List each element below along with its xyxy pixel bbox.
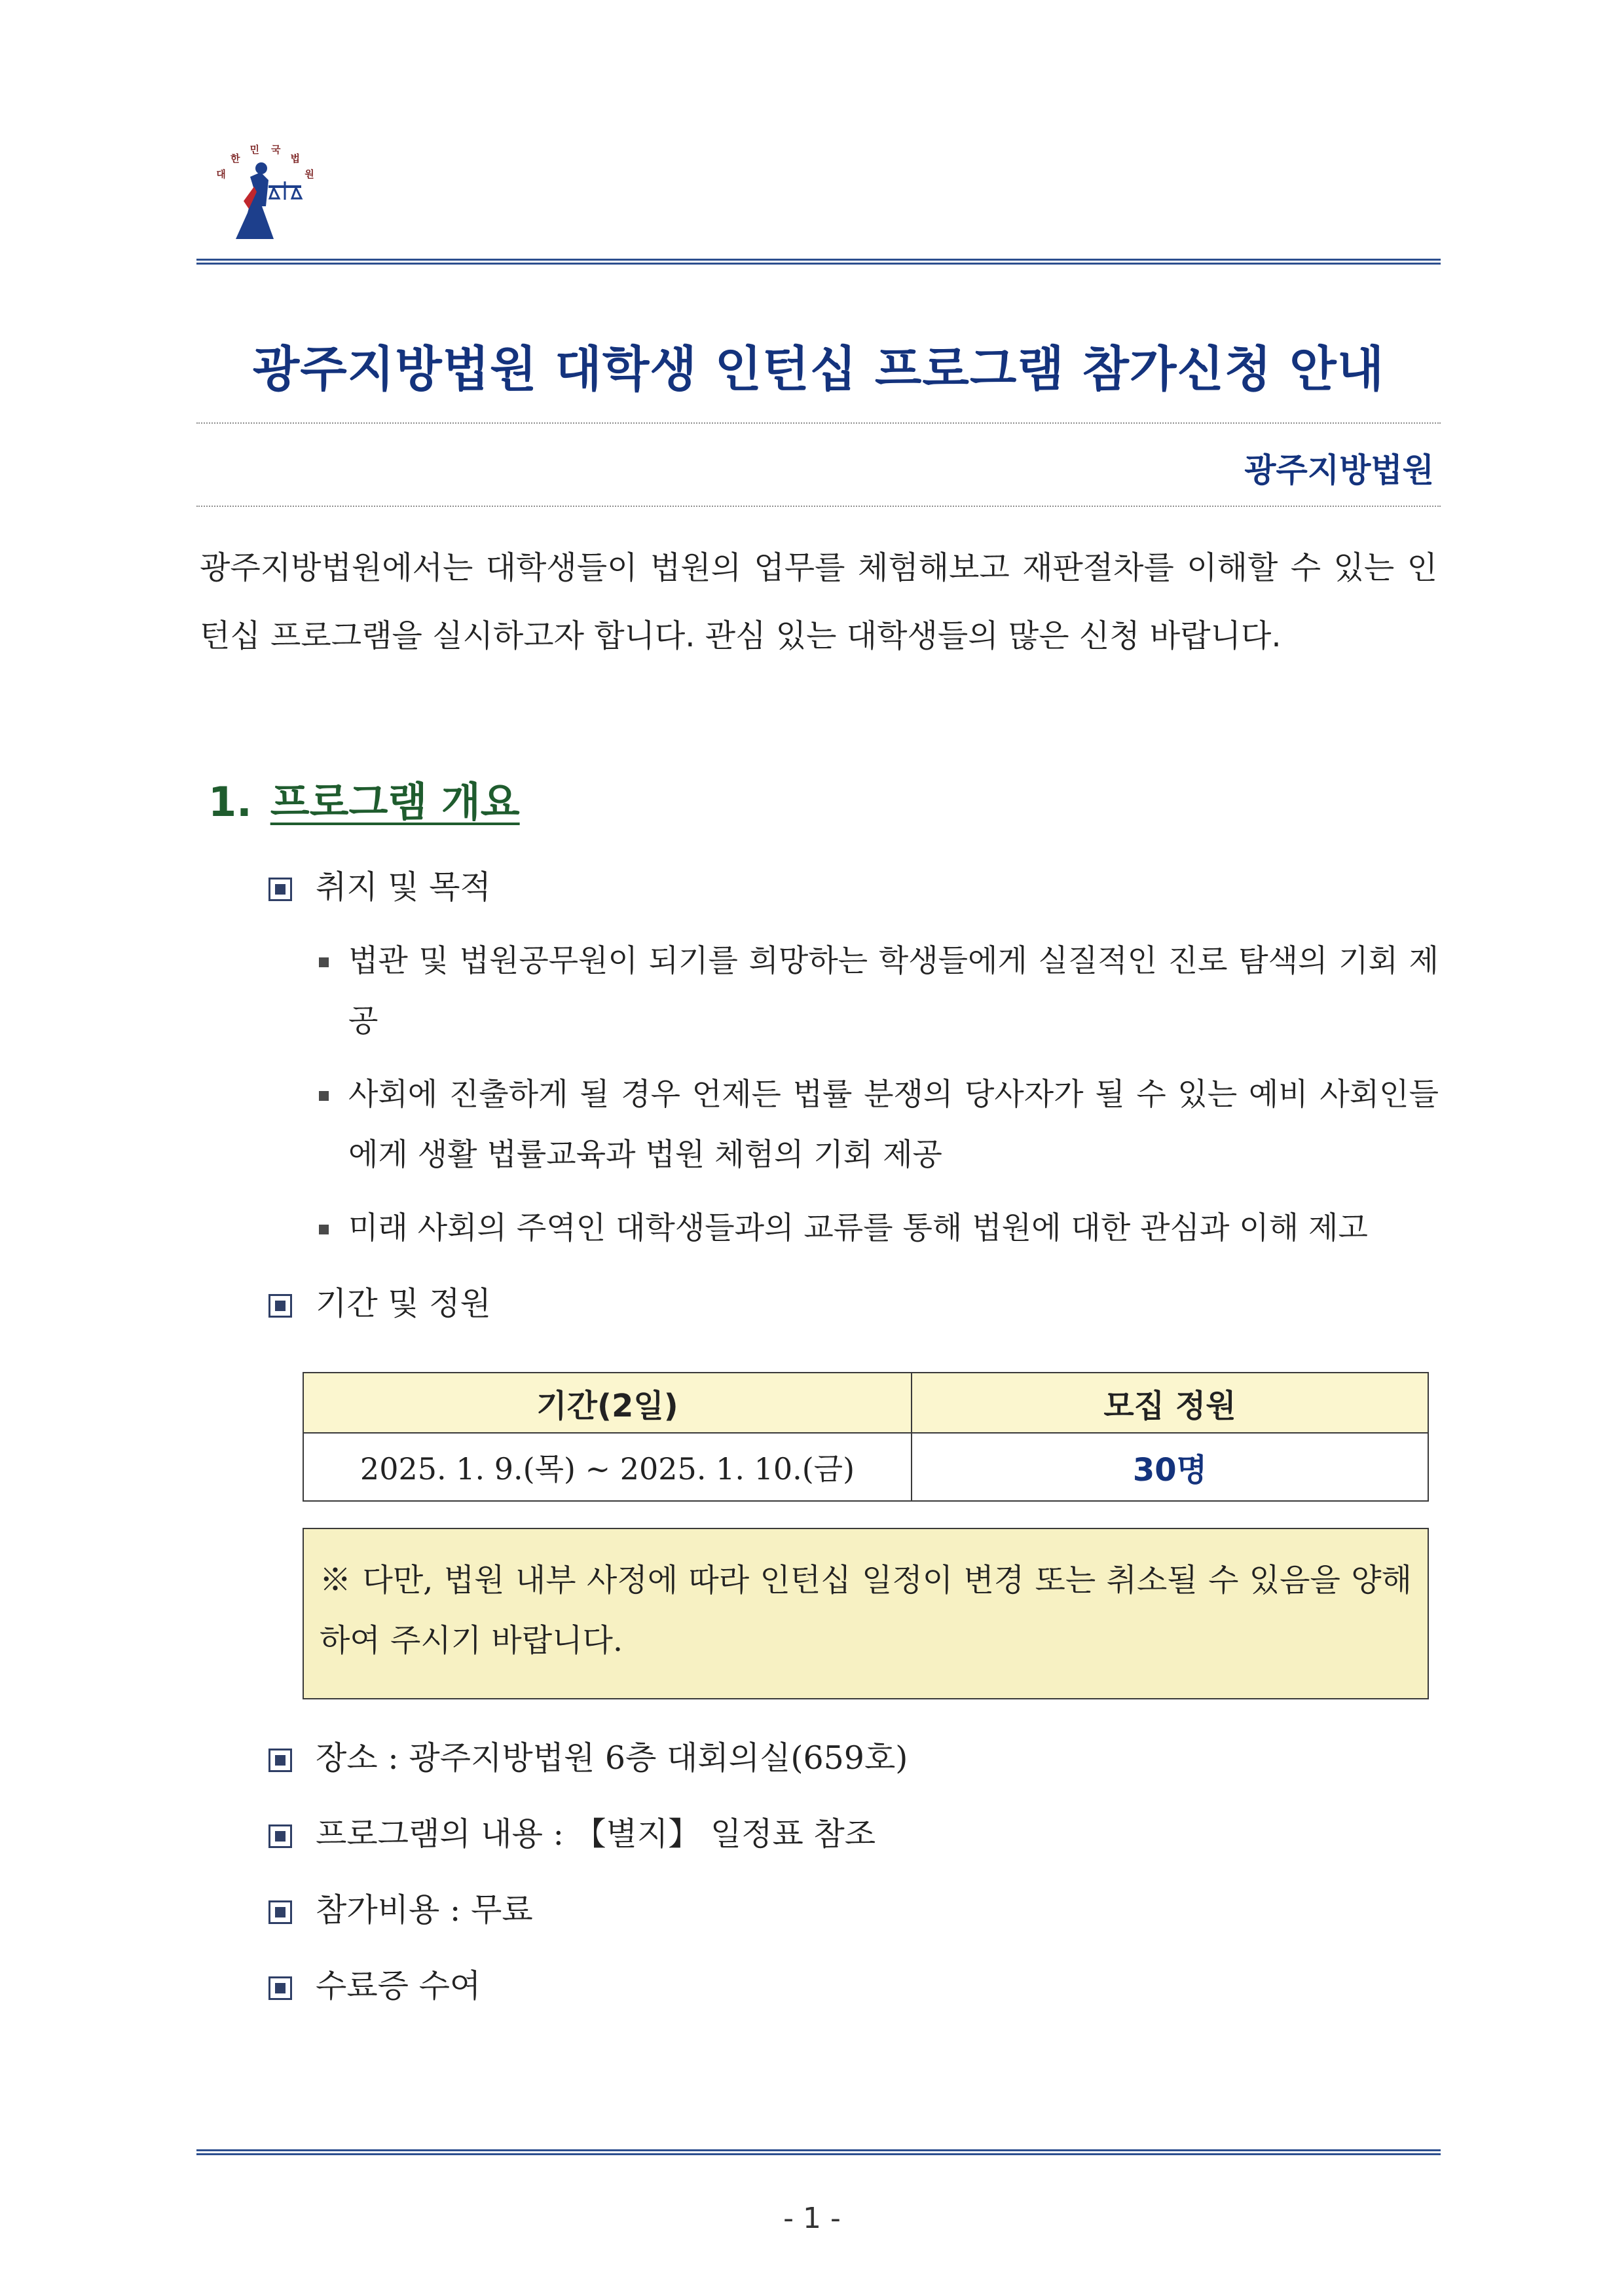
section-title: 프로그램 개요: [270, 778, 520, 826]
section-1-heading: [208, 769, 520, 828]
purpose-item-2: 사회에 진출하게 될 경우 언제든 법률 분쟁의 당사자가 될 수 있는 예비 사회인들에게 생활 법률교육과 법원 체험의 기회 제공: [348, 1077, 1439, 1173]
svg-text:민: 민: [249, 143, 260, 156]
svg-text:국: 국: [270, 143, 281, 156]
square-bullet-icon: [268, 1900, 292, 1924]
svg-text:원: 원: [304, 168, 314, 180]
square-bullet-icon: [268, 878, 292, 901]
header-divider: [196, 259, 1441, 265]
square-bullet-icon: [268, 1824, 292, 1848]
fee-item: 참가비용 : 무료: [316, 1891, 533, 1929]
capacity-header: 모집 정원: [912, 1373, 1428, 1433]
small-square-bullet-icon: [319, 957, 329, 967]
svg-text:대: 대: [216, 168, 226, 180]
document-title: 광주지방법원 대학생 인턴십 프로그램 참가신청 안내: [252, 341, 1385, 398]
period-label: 기간 및 정원: [316, 1285, 491, 1322]
purpose-label: 취지 및 목적: [316, 868, 491, 906]
period-table: [303, 1372, 1429, 1502]
issuer-name: 광주지방법원: [1244, 451, 1434, 489]
svg-text:한: 한: [230, 152, 240, 164]
square-bullet-icon: [268, 1294, 292, 1318]
notice-box: [303, 1528, 1429, 1699]
program-content-item: 프로그램의 내용 : 【별지】 일정표 참조: [316, 1815, 876, 1853]
notice-text: ※ 다만, 법원 내부 사정에 따라 인턴십 일정이 변경 또는 취소될 수 있음을 양해하여 주시기 바랍니다.: [320, 1562, 1412, 1659]
section-number: 1.: [208, 778, 252, 826]
purpose-item-3: 미래 사회의 주역인 대학생들과의 교류를 통해 법원에 대한 관심과 이해 제고: [348, 1210, 1368, 1246]
small-square-bullet-icon: [319, 1225, 329, 1234]
capacity-value: 30명: [912, 1433, 1428, 1501]
page-number: - 1 -: [783, 2202, 841, 2235]
table-header-row: [303, 1373, 1428, 1433]
intro-paragraph: 광주지방법원에서는 대학생들이 법원의 업무를 체험해보고 재판절차를 이해할 수 있는 인턴십 프로그램을 실시하고자 합니다. 관심 있는 대학생들의 많은 신청 바랍니다.: [200, 549, 1437, 654]
period-value: 2025. 1. 9.(목) ~ 2025. 1. 10.(금): [303, 1433, 912, 1501]
court-emblem-logo: [196, 141, 334, 255]
location-item: 장소 : 광주지방법원 6층 대회의실(659호): [316, 1739, 908, 1777]
square-bullet-icon: [268, 1749, 292, 1772]
period-header: 기간(2일): [303, 1373, 912, 1433]
certificate-item: 수료증 수여: [316, 1967, 481, 2005]
square-bullet-icon: [268, 1976, 292, 2000]
title-divider-bottom: [196, 506, 1441, 507]
table-row: [303, 1433, 1428, 1501]
purpose-item-1: 법관 및 법원공무원이 되기를 희망하는 학생들에게 실질적인 진로 탐색의 기회 제공: [348, 943, 1439, 1039]
svg-text:법: 법: [290, 152, 301, 164]
title-divider-top: [196, 422, 1441, 424]
small-square-bullet-icon: [319, 1091, 329, 1101]
footer-divider: [196, 2149, 1441, 2155]
